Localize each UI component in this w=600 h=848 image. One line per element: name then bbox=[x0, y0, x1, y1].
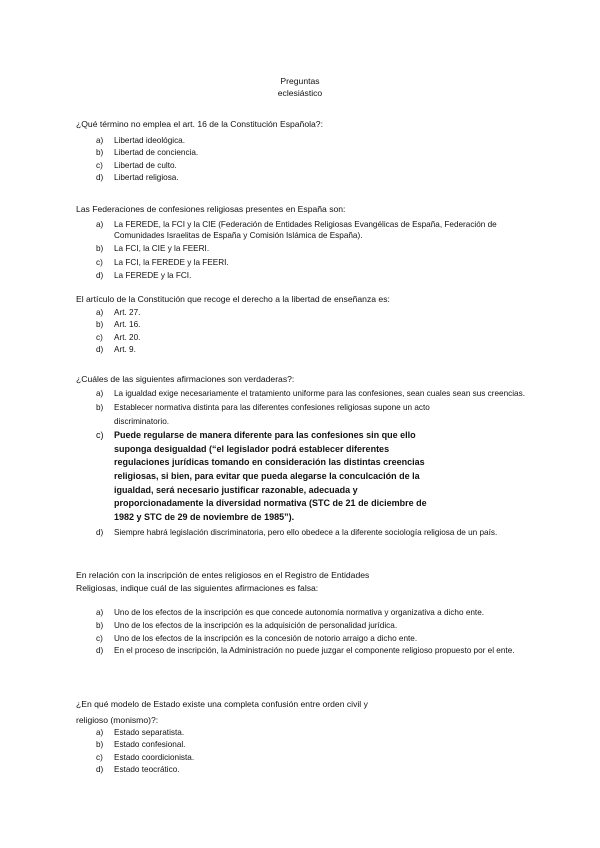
option-d bbox=[96, 344, 536, 356]
option-b bbox=[96, 243, 536, 254]
option-c bbox=[96, 160, 536, 172]
option-a bbox=[96, 219, 536, 241]
option-letter: d) bbox=[96, 645, 104, 655]
option-text: Siempre habrá legislación discriminatoria, pero ello obedece a la diferente sociología religiosa de un país. bbox=[114, 528, 498, 538]
question-1: ¿Qué término no emplea el art. 16 de la Constitución Española?: bbox=[76, 119, 323, 129]
option-letter: c) bbox=[96, 160, 103, 170]
option-text: Uno de los efectos de la inscripción es que concede autonomía normativa y organizativa a dicho ente. bbox=[114, 608, 485, 617]
option-d bbox=[96, 764, 536, 776]
option-letter: c) bbox=[96, 257, 103, 267]
option-letter: a) bbox=[96, 136, 104, 145]
option-text: Art. 20. bbox=[114, 332, 141, 342]
option-a bbox=[96, 387, 536, 400]
option-text: Establecer normativa distinta para las diferentes confesiones religiosas supone un acto discriminatorio. bbox=[114, 403, 430, 426]
option-letter: b) bbox=[96, 403, 104, 413]
option-letter: a) bbox=[96, 308, 104, 317]
question-3-options bbox=[96, 307, 536, 356]
option-text: Libertad ideológica. bbox=[114, 136, 186, 145]
option-text: Art. 9. bbox=[114, 344, 136, 354]
option-a bbox=[96, 307, 536, 319]
option-d bbox=[96, 172, 536, 184]
option-c bbox=[96, 257, 536, 268]
option-text: La igualdad exige necesariamente el tratamiento uniforme para las confesiones, sean cuales sean sus creencias. bbox=[114, 389, 525, 398]
option-text: Puede regularse de manera diferente para las confesiones sin que ello suponga desigualdad (“el legislador podrá establecer diferentes regulaciones jurídicas tomando en consideración las distintas creencias religiosas, si bien, para evitar que pueda alegarse la conculcación de la igualdad, será necesario justificar razonable, adecuada y proporcionadamente la diversidad normativa (STC de 21 de diciembre de 1982 y STC de 29 de noviembre de 1985”). bbox=[114, 430, 427, 522]
question-5-line-2: Religiosas, indique cuál de las siguientes afirmaciones es falsa: bbox=[76, 583, 319, 593]
option-a bbox=[96, 607, 536, 619]
question-3: El artículo de la Constitución que recoge el derecho a la libertad de enseñanza es: bbox=[76, 294, 390, 304]
option-a bbox=[96, 727, 536, 739]
option-letter: c) bbox=[96, 332, 103, 342]
option-letter: d) bbox=[96, 172, 104, 182]
option-b bbox=[96, 147, 536, 159]
document-title: Preguntas bbox=[280, 76, 320, 86]
option-text: Art. 27. bbox=[114, 308, 141, 317]
question-5-line-1: En relación con la inscripción de entes religiosos en el Registro de Entidades bbox=[76, 570, 370, 580]
option-c bbox=[96, 633, 536, 645]
option-c bbox=[96, 752, 536, 764]
option-text: Estado teocrático. bbox=[114, 764, 180, 774]
option-letter: b) bbox=[96, 148, 104, 158]
option-letter: a) bbox=[96, 608, 104, 617]
option-letter: b) bbox=[96, 320, 104, 330]
question-2: Las Federaciones de confesiones religiosas presentes en España son: bbox=[76, 204, 346, 214]
option-text: Estado confesional. bbox=[114, 740, 186, 750]
option-text: Libertad de culto. bbox=[114, 160, 177, 170]
option-letter: b) bbox=[96, 621, 104, 631]
option-letter: b) bbox=[96, 740, 104, 750]
option-letter: d) bbox=[96, 764, 104, 774]
option-letter: b) bbox=[96, 244, 104, 254]
option-c bbox=[96, 332, 536, 344]
option-text: Art. 16. bbox=[114, 320, 141, 330]
option-text: La FEREDE y la FCI. bbox=[114, 270, 192, 280]
option-letter: d) bbox=[96, 528, 104, 538]
option-d bbox=[96, 526, 536, 539]
option-text: Libertad religiosa. bbox=[114, 172, 179, 182]
option-b bbox=[96, 401, 434, 428]
option-text: Uno de los efectos de la inscripción es la concesión de notorio arraigo a dicho ente. bbox=[114, 633, 418, 643]
question-6-line-2: religioso (monismo)?: bbox=[76, 715, 159, 725]
option-letter: d) bbox=[96, 270, 104, 280]
option-letter: a) bbox=[96, 389, 104, 398]
question-6 bbox=[76, 698, 536, 727]
option-text: Libertad de conciencia. bbox=[114, 148, 199, 158]
option-d bbox=[96, 270, 536, 281]
option-text: La FEREDE, la FCI y la CIE (Federación de Entidades Religiosas Evangélicas de España, Federación de Comunidades Israelitas de España y Comisión Islámica de España). bbox=[114, 220, 497, 241]
option-b bbox=[96, 620, 536, 632]
option-letter: c) bbox=[96, 633, 103, 643]
option-b bbox=[96, 739, 536, 751]
question-2-options bbox=[96, 219, 536, 281]
option-letter: d) bbox=[96, 344, 104, 354]
option-a bbox=[96, 135, 536, 147]
question-5 bbox=[76, 569, 536, 595]
option-c bbox=[96, 429, 439, 524]
question-6-line-1: ¿En qué modelo de Estado existe una completa confusión entre orden civil y bbox=[76, 699, 368, 709]
option-b bbox=[96, 319, 536, 331]
option-text: Uno de los efectos de la inscripción es la adquisición de personalidad jurídica. bbox=[114, 621, 398, 631]
question-1-options bbox=[96, 135, 536, 184]
option-text: En el proceso de inscripción, la Administración no puede juzgar el componente religioso propuesto por el ente. bbox=[114, 645, 515, 655]
option-text: Estado coordicionista. bbox=[114, 752, 195, 762]
option-text: La FCI, la CIE y la FEERI. bbox=[114, 244, 210, 254]
question-6-options bbox=[96, 727, 536, 776]
option-text: Estado separatista. bbox=[114, 728, 185, 737]
option-letter: c) bbox=[96, 752, 103, 762]
document-subtitle: eclesiástico bbox=[277, 88, 323, 98]
option-text: La FCI, la FEREDE y la FEERI. bbox=[114, 257, 229, 267]
option-d bbox=[96, 645, 536, 657]
question-4: ¿Cuáles de las siguientes afirmaciones son verdaderas?: bbox=[76, 374, 295, 384]
option-letter: a) bbox=[96, 728, 104, 737]
option-letter: a) bbox=[96, 220, 104, 229]
question-4-options bbox=[96, 387, 536, 540]
question-5-options bbox=[96, 607, 536, 657]
option-letter: c) bbox=[96, 430, 104, 441]
